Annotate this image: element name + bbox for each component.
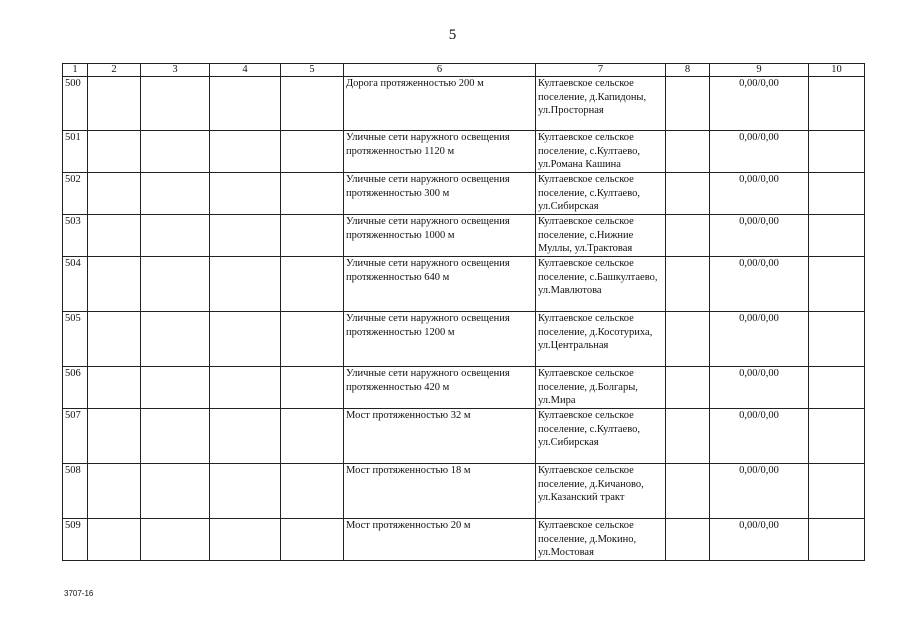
row-number: 508 [63, 464, 88, 519]
cell-col8 [666, 367, 710, 409]
cell-col8 [666, 519, 710, 561]
object-name: Уличные сети наружного освещения протяженностью 1200 м [344, 312, 536, 367]
cell-col5 [281, 173, 344, 215]
cell-col10 [809, 464, 865, 519]
object-value: 0,00/0,00 [710, 464, 809, 519]
table-row [63, 215, 865, 257]
table-row [63, 312, 865, 367]
column-header: 8 [666, 64, 710, 77]
cell-col2 [88, 257, 141, 312]
object-address: Култаевское сельское поселение, с.Култаево, ул.Сибирская [536, 409, 666, 464]
row-number: 502 [63, 173, 88, 215]
cell-col3 [141, 77, 210, 131]
table-row [63, 409, 865, 464]
object-address: Култаевское сельское поселение, с.Култаево, ул.Романа Кашина [536, 131, 666, 173]
cell-col10 [809, 77, 865, 131]
object-value: 0,00/0,00 [710, 409, 809, 464]
table-header-row [63, 64, 865, 77]
row-number: 501 [63, 131, 88, 173]
cell-col8 [666, 215, 710, 257]
object-address: Култаевское сельское поселение, с.Нижние Муллы, ул.Трактовая [536, 215, 666, 257]
cell-col2 [88, 367, 141, 409]
object-value: 0,00/0,00 [710, 519, 809, 561]
object-value: 0,00/0,00 [710, 131, 809, 173]
cell-col2 [88, 519, 141, 561]
object-value: 0,00/0,00 [710, 312, 809, 367]
cell-col5 [281, 131, 344, 173]
row-number: 503 [63, 215, 88, 257]
object-address: Култаевское сельское поселение, с.Култаево, ул.Сибирская [536, 173, 666, 215]
cell-col2 [88, 77, 141, 131]
cell-col5 [281, 312, 344, 367]
object-name: Уличные сети наружного освещения протяженностью 640 м [344, 257, 536, 312]
page-number: 5 [448, 27, 457, 43]
cell-col3 [141, 312, 210, 367]
cell-col10 [809, 519, 865, 561]
cell-col8 [666, 464, 710, 519]
row-number: 506 [63, 367, 88, 409]
column-header: 3 [141, 64, 210, 77]
column-header: 5 [281, 64, 344, 77]
column-header: 6 [344, 64, 536, 77]
object-name: Мост протяженностью 32 м [344, 409, 536, 464]
object-address: Култаевское сельское поселение, с.Башкултаево, ул.Мавлютова [536, 257, 666, 312]
cell-col4 [210, 257, 281, 312]
cell-col8 [666, 173, 710, 215]
object-value: 0,00/0,00 [710, 173, 809, 215]
column-header: 7 [536, 64, 666, 77]
cell-col2 [88, 409, 141, 464]
cell-col4 [210, 464, 281, 519]
cell-col3 [141, 409, 210, 464]
cell-col5 [281, 257, 344, 312]
cell-col3 [141, 173, 210, 215]
cell-col4 [210, 519, 281, 561]
cell-col10 [809, 131, 865, 173]
cell-col10 [809, 173, 865, 215]
column-header: 4 [210, 64, 281, 77]
column-header: 9 [710, 64, 809, 77]
cell-col5 [281, 215, 344, 257]
cell-col8 [666, 257, 710, 312]
object-name: Уличные сети наружного освещения протяженностью 1120 м [344, 131, 536, 173]
cell-col3 [141, 367, 210, 409]
document-code: 3707-16 [64, 589, 94, 598]
cell-col4 [210, 409, 281, 464]
table-row [63, 257, 865, 312]
table-row [63, 464, 865, 519]
cell-col5 [281, 77, 344, 131]
cell-col8 [666, 131, 710, 173]
column-header: 10 [809, 64, 865, 77]
object-address: Култаевское сельское поселение, д.Кичаново, ул.Казанский тракт [536, 464, 666, 519]
column-header: 1 [63, 64, 88, 77]
cell-col2 [88, 312, 141, 367]
object-name: Дорога протяженностью 200 м [344, 77, 536, 131]
cell-col10 [809, 409, 865, 464]
row-number: 507 [63, 409, 88, 464]
cell-col4 [210, 173, 281, 215]
object-name: Мост протяженностью 20 м [344, 519, 536, 561]
cell-col3 [141, 519, 210, 561]
cell-col4 [210, 215, 281, 257]
row-number: 509 [63, 519, 88, 561]
object-name: Мост протяженностью 18 м [344, 464, 536, 519]
cell-col10 [809, 257, 865, 312]
cell-col4 [210, 312, 281, 367]
column-header: 2 [88, 64, 141, 77]
cell-col3 [141, 257, 210, 312]
object-address: Култаевское сельское поселение, д.Болгары, ул.Мира [536, 367, 666, 409]
cell-col3 [141, 131, 210, 173]
object-address: Култаевское сельское поселение, д.Капидоны, ул.Просторная [536, 77, 666, 131]
cell-col8 [666, 409, 710, 464]
cell-col3 [141, 215, 210, 257]
table-row [63, 131, 865, 173]
table-row [63, 77, 865, 131]
object-value: 0,00/0,00 [710, 215, 809, 257]
object-name: Уличные сети наружного освещения протяженностью 1000 м [344, 215, 536, 257]
cell-col5 [281, 519, 344, 561]
cell-col5 [281, 367, 344, 409]
object-value: 0,00/0,00 [710, 367, 809, 409]
object-name: Уличные сети наружного освещения протяженностью 300 м [344, 173, 536, 215]
cell-col5 [281, 409, 344, 464]
table-row [63, 519, 865, 561]
cell-col4 [210, 367, 281, 409]
cell-col2 [88, 173, 141, 215]
cell-col2 [88, 131, 141, 173]
cell-col2 [88, 215, 141, 257]
object-name: Уличные сети наружного освещения протяженностью 420 м [344, 367, 536, 409]
row-number: 504 [63, 257, 88, 312]
object-address: Култаевское сельское поселение, д.Косотуриха, ул.Центральная [536, 312, 666, 367]
cell-col3 [141, 464, 210, 519]
registry-table [62, 63, 865, 561]
cell-col4 [210, 131, 281, 173]
cell-col8 [666, 77, 710, 131]
cell-col5 [281, 464, 344, 519]
row-number: 500 [63, 77, 88, 131]
cell-col2 [88, 464, 141, 519]
object-address: Култаевское сельское поселение, д.Мокино, ул.Мостовая [536, 519, 666, 561]
cell-col10 [809, 312, 865, 367]
object-value: 0,00/0,00 [710, 77, 809, 131]
object-value: 0,00/0,00 [710, 257, 809, 312]
cell-col8 [666, 312, 710, 367]
cell-col4 [210, 77, 281, 131]
table-row [63, 173, 865, 215]
cell-col10 [809, 215, 865, 257]
row-number: 505 [63, 312, 88, 367]
cell-col10 [809, 367, 865, 409]
table-row [63, 367, 865, 409]
